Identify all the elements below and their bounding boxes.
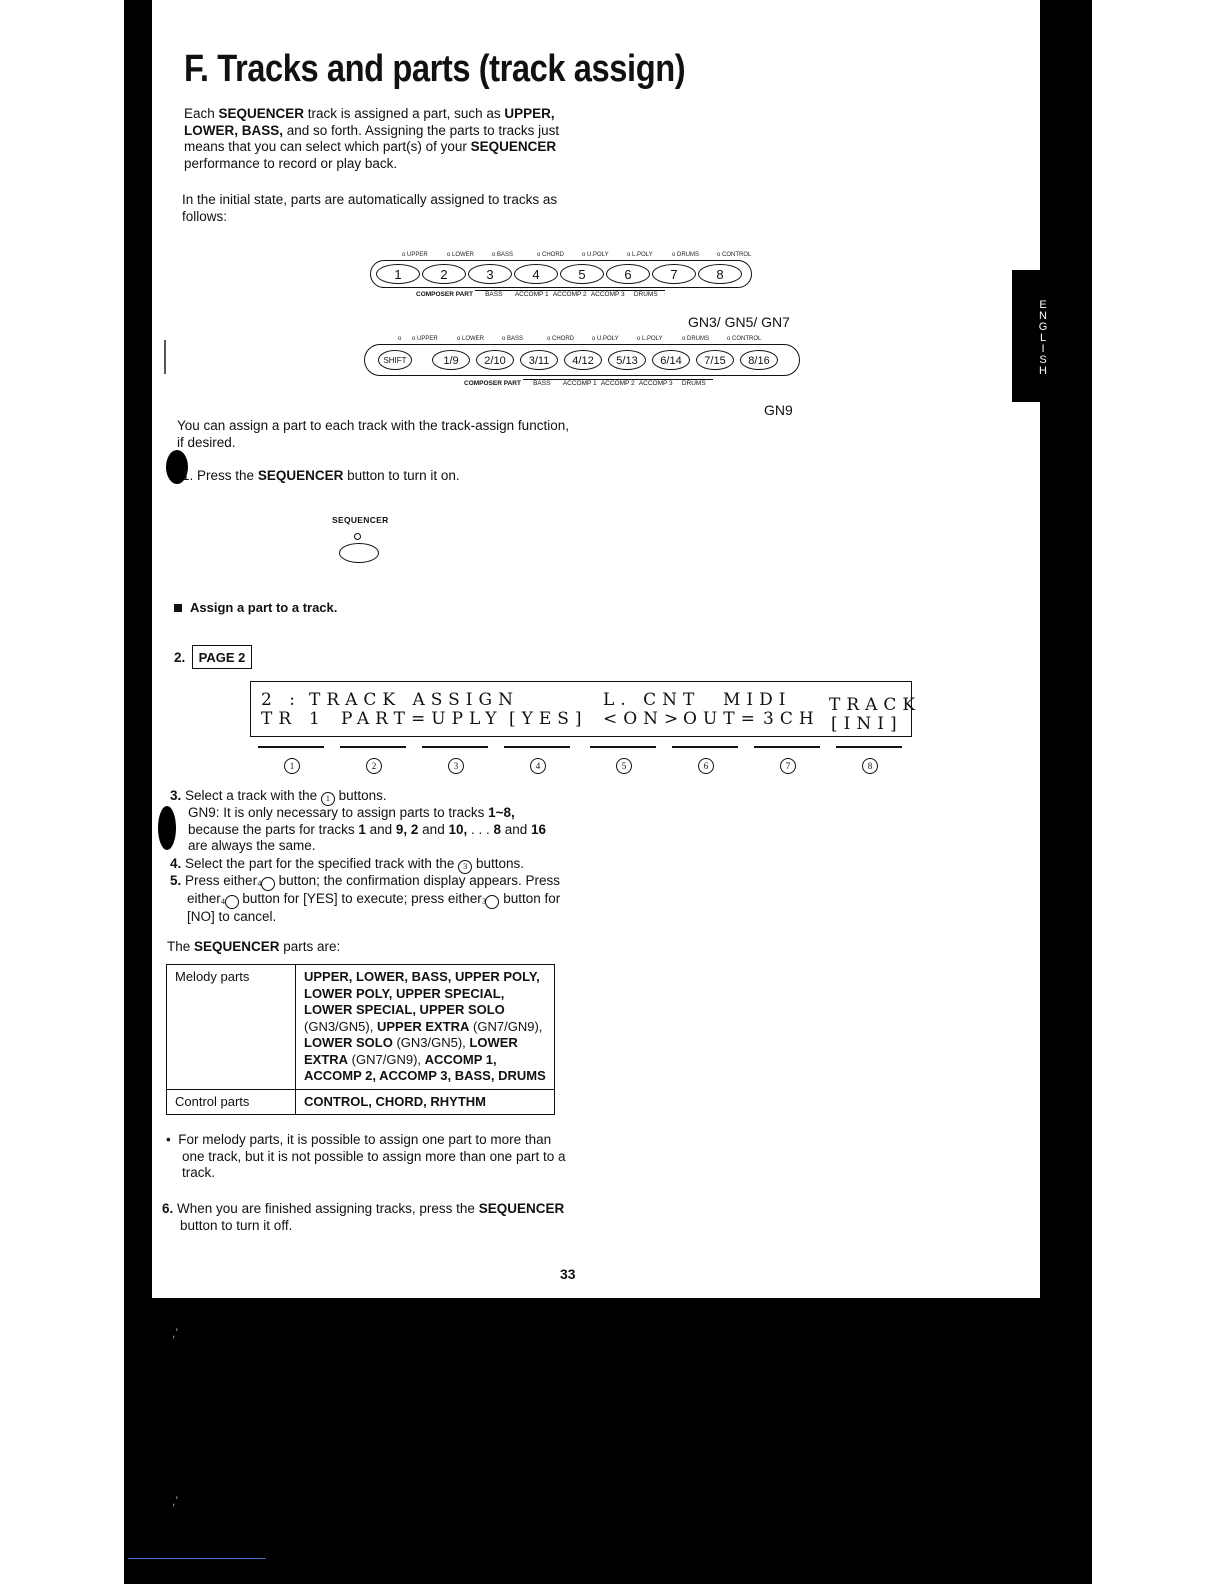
step-6: 6. When you are finished assigning tracks, press the SEQUENCER button to turn it off. [162, 1201, 565, 1233]
composer-part: ACCOMP 1 [561, 379, 599, 387]
side-tab-letter: S [1039, 354, 1047, 366]
side-tab-letter: L [1039, 332, 1047, 344]
composer-part: ACCOMP 3 [589, 290, 627, 298]
track-assign-paragraph: You can assign a part to each track with the track-assign function, if desired. [177, 418, 569, 450]
side-tab-letter: G [1038, 321, 1048, 333]
led-label: o UPPER [402, 252, 428, 258]
gn9-composer-parts [464, 379, 713, 387]
lcd-local-control: L. CNT [603, 690, 701, 710]
text-run: performance to record or play back. [184, 155, 398, 171]
side-tab-letter: N [1039, 310, 1047, 322]
track-key: 6/14 [652, 350, 690, 370]
led-label: o U.POLY [592, 336, 619, 342]
language-side-tab [1012, 270, 1074, 402]
track-key: 3/11 [520, 350, 558, 370]
track-key: 2/10 [476, 350, 514, 370]
circled-number-icon: 4 [530, 758, 546, 774]
text-run: GN9: It is only necessary to assign parts to tracks [188, 805, 489, 820]
model-label-gn357: GN3/ GN5/ GN7 [688, 314, 790, 330]
led-label: o CHORD [547, 336, 575, 342]
composer-part: BASS [475, 290, 513, 298]
bold-text-run: LOWER SOLO [304, 1035, 393, 1050]
led-label: o LOWER [447, 252, 475, 258]
composer-part-label: COMPOSER PART [464, 380, 523, 387]
led-label: o CHORD [537, 252, 565, 258]
led-label: o L.POLY [627, 252, 653, 258]
gn357-composer-parts [416, 290, 665, 298]
page-number: 33 [560, 1266, 576, 1282]
composer-part: ACCOMP 2 [551, 290, 589, 298]
circled-number-icon: 3 [448, 758, 464, 774]
lcd-yes: [YES] [509, 709, 588, 729]
bold-text-run: SEQUENCER [478, 1201, 565, 1216]
composer-part: BASS [523, 379, 561, 387]
track-key: 1/9 [432, 350, 470, 370]
bold-text-run: 16 [531, 821, 547, 837]
sequencer-led [354, 533, 361, 540]
track-key: 5/13 [608, 350, 646, 370]
led-label: o CONTROL [727, 336, 762, 342]
function-button-line [258, 746, 324, 748]
scan-speck: ,’ [172, 1494, 178, 1508]
control-parts-list: CONTROL, CHORD, RHYTHM [296, 1089, 555, 1115]
scan-margin [0, 0, 124, 1584]
circled-number-icon: 4 [261, 877, 275, 891]
text-run: and so forth. Assigning the parts to tracks just means that you can select which part(s) of your [184, 122, 560, 154]
side-tab-letter: H [1039, 365, 1047, 377]
composer-part: ACCOMP 3 [637, 379, 675, 387]
bold-text-run: 1 [358, 821, 366, 837]
lcd-part-value: PART=UPLY [341, 709, 503, 729]
function-button-line [422, 746, 488, 748]
lcd-display [250, 681, 922, 737]
text-run: and [501, 821, 532, 837]
bold-text-run: 1~8, [488, 805, 515, 820]
text-run: Each [184, 106, 219, 121]
bold-text-run: 9, 2 [395, 821, 419, 837]
bold-text-run: UPPER, LOWER, BASS, UPPER POLY, LOWER POLY, UPPER SPECIAL, LOWER SPECIAL, UPPER SOLO [304, 969, 540, 1017]
parts-intro: The SEQUENCER parts are: [167, 939, 341, 954]
bold-text-run: UPPER, LOWER, BASS, [184, 106, 555, 138]
intro-paragraph [184, 106, 576, 172]
text-run: button to turn it off. [180, 1217, 293, 1233]
led-label: o BASS [492, 252, 514, 258]
composer-part: ACCOMP 2 [599, 379, 637, 387]
text-run: because the parts for tracks [188, 821, 359, 837]
text-run: and [365, 821, 396, 837]
lcd-out: OUT= [683, 709, 761, 729]
text-run: (GN3/GN5), [304, 1018, 377, 1034]
function-button-line [836, 746, 902, 748]
circled-number-icon: 3 [485, 895, 499, 909]
track-key: 5 [560, 264, 604, 284]
track-key: 1 [376, 264, 420, 284]
side-tab-letter: E [1039, 299, 1047, 311]
led-label: o LOWER [457, 336, 485, 342]
scan-speck: ,’ [172, 1326, 178, 1340]
step-1-number: 1. [182, 468, 194, 483]
function-button-line [340, 746, 406, 748]
track-key: 7/15 [696, 350, 734, 370]
lcd-track-number: 1 [309, 709, 326, 729]
circled-number-icon: 4 [225, 895, 239, 909]
composer-part: ACCOMP 1 [513, 290, 551, 298]
function-button-line [754, 746, 820, 748]
track-key: 3 [468, 264, 512, 284]
circled-number-icon: 2 [366, 758, 382, 774]
composer-part: DRUMS [627, 290, 665, 298]
melody-parts-list [296, 965, 555, 1090]
led-label: o CONTROL [717, 252, 752, 258]
bold-text-run: 10, [448, 821, 468, 837]
led-label: o DRUMS [682, 336, 710, 342]
step-3: 3. Select a track with the 1 buttons. [170, 788, 570, 806]
text-run: (GN7/GN9), [348, 1051, 425, 1067]
function-button-line [672, 746, 738, 748]
text-run: button to turn it on. [343, 468, 460, 483]
text-run: . . . [467, 821, 494, 837]
bold-text-run: LOWER EXTRA [304, 1035, 518, 1067]
scan-edge-line [128, 1558, 266, 1559]
lcd-track: TRACK [829, 695, 922, 715]
track-key: 4/12 [564, 350, 602, 370]
page-2-button: PAGE 2 [192, 645, 252, 669]
square-bullet-icon [174, 604, 182, 612]
circled-number-icon: 6 [698, 758, 714, 774]
control-parts-label: Control parts [167, 1089, 296, 1115]
lcd-tr: TR [261, 709, 298, 729]
intro-paragraph-2: In the initial state, parts are automatically assigned to tracks as follows: [182, 192, 558, 224]
sequencer-button [339, 543, 379, 563]
led-label: o U.POLY [582, 252, 609, 258]
led-indicator-icon: o [398, 336, 402, 342]
margin-mark [164, 340, 166, 374]
table-row [167, 965, 555, 1090]
circled-number-icon: 3 [458, 860, 472, 874]
side-tab-letter: I [1041, 343, 1045, 355]
page-title: F. Tracks and parts (track assign) [184, 48, 686, 90]
sequencer-label: SEQUENCER [332, 515, 389, 525]
lcd-channel: 3CH [763, 709, 820, 729]
led-label: o UPPER [412, 336, 438, 342]
composer-part-label: COMPOSER PART [416, 291, 475, 298]
bold-text-run: SEQUENCER [218, 106, 305, 121]
lcd-page: 2 : [261, 690, 301, 710]
function-button-line [590, 746, 656, 748]
bold-text-run: ACCOMP 1, ACCOMP 2, ACCOMP 3, BASS, DRUMS [304, 1051, 546, 1083]
bullet-icon: • [166, 1132, 179, 1147]
melody-parts-note: • For melody parts, it is possible to assign one part to more than one track, but it is not possible to assign more than one part to a track. [166, 1132, 566, 1180]
text-run: (GN7/GN9), [469, 1018, 543, 1034]
melody-parts-label: Melody parts [167, 965, 296, 1090]
composer-part: DRUMS [675, 379, 713, 387]
track-key: 8 [698, 264, 742, 284]
led-label: o BASS [502, 336, 524, 342]
step-5: 5. Press either 4 button; the confirmation display appears. Press either 4 button for [YES] to execute; press either 3 button for [NO] to cancel. [170, 873, 561, 924]
lcd-midi: MIDI [723, 690, 792, 710]
text-run: and [418, 821, 449, 837]
step-2-number: 2. [174, 650, 186, 665]
shift-key: SHIFT [378, 350, 412, 370]
lcd-ini: [INI] [831, 714, 903, 734]
bold-text-run: SEQUENCER [470, 139, 557, 154]
sequencer-parts-table [166, 964, 555, 1115]
text-run: When you are finished assigning tracks, press the [177, 1201, 479, 1216]
circled-number-icon: 1 [284, 758, 300, 774]
function-button-line [504, 746, 570, 748]
circled-number-icon: 8 [862, 758, 878, 774]
model-label-gn9: GN9 [764, 402, 793, 418]
step-4: 4. Select the part for the specified track with the 3 buttons. [170, 856, 570, 874]
track-key: 8/16 [740, 350, 778, 370]
table-row [167, 1089, 555, 1115]
track-key: 4 [514, 264, 558, 284]
circled-number-icon: 7 [780, 758, 796, 774]
track-key: 2 [422, 264, 466, 284]
lcd-on: <ON> [603, 709, 685, 729]
text-run: (GN3/GN5), [392, 1035, 470, 1050]
step-1-text [197, 468, 460, 483]
bold-text-run: SEQUENCER [257, 468, 344, 483]
bold-text-run: 8 [493, 821, 502, 837]
scan-blot [158, 806, 176, 850]
gn357-track-keys [376, 264, 742, 284]
circled-number-icon: 5 [616, 758, 632, 774]
step-3-note [188, 805, 564, 855]
led-label: o L.POLY [637, 336, 663, 342]
track-key: 7 [652, 264, 696, 284]
text-run: are always the same. [188, 838, 316, 853]
led-label: o DRUMS [672, 252, 700, 258]
bold-text-run: UPPER EXTRA [376, 1018, 470, 1034]
circled-number-icon: 1 [321, 792, 335, 806]
lcd-title: TRACK ASSIGN [309, 690, 519, 710]
track-key: 6 [606, 264, 650, 284]
step-1 [182, 468, 460, 485]
section-heading: Assign a part to a track. [174, 600, 337, 617]
text-run: track is assigned a part, such as [304, 106, 505, 121]
text-run: Press the [197, 468, 258, 483]
gn9-track-keys [378, 350, 778, 370]
